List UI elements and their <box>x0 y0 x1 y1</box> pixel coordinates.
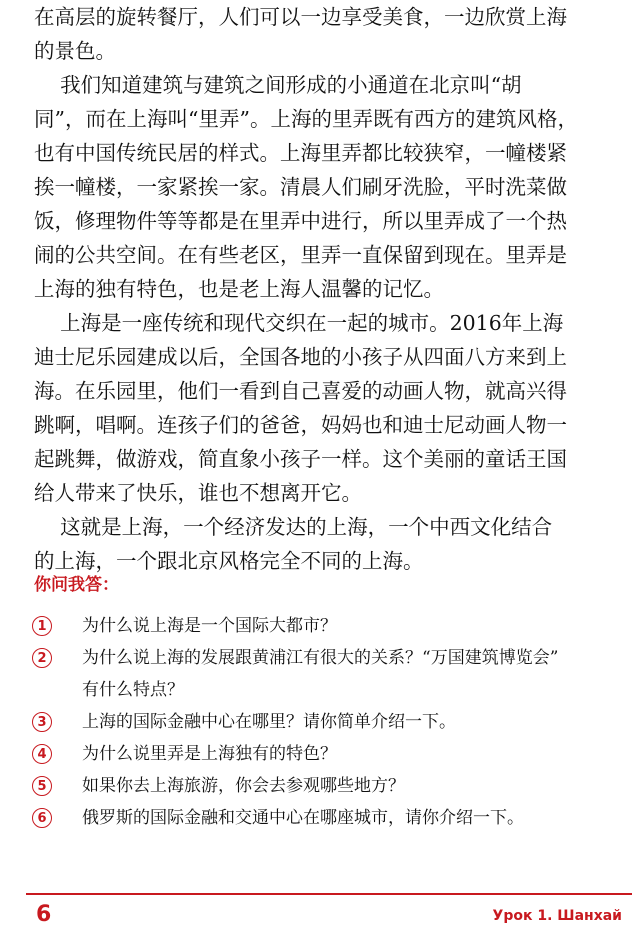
text-line: 起跳舞，做游戏，简直象小孩子一样。这个美丽的童话王国 <box>34 447 567 471</box>
question-item <box>32 802 628 834</box>
footer-divider <box>26 893 632 895</box>
question-number-badge: 5 <box>32 776 52 796</box>
question-number-badge: 3 <box>32 712 52 732</box>
text-line: 在高层的旋转餐厅，人们可以一边享受美食，一边欣赏上海 <box>34 5 567 29</box>
question-number-badge: 4 <box>32 744 52 764</box>
question-text: 如果你去上海旅游，你会去参观哪些地方？ <box>82 776 405 796</box>
text-line: 这就是上海，一个经济发达的上海，一个中西文化结合 <box>34 515 553 539</box>
question-item <box>32 642 628 674</box>
page-number: 6 <box>36 902 52 927</box>
text-line: 的景色。 <box>34 39 116 63</box>
question-text: 为什么说里弄是上海独有的特色？ <box>82 744 337 764</box>
question-text: 有什么特点？ <box>82 680 184 700</box>
question-text: 上海的国际金融中心在哪里？请你简单介绍一下。 <box>82 712 456 732</box>
lesson-title: Урок 1. Шанхай <box>492 908 622 924</box>
question-item-continued <box>32 674 628 706</box>
question-list <box>32 610 628 834</box>
text-line: 的上海，一个跟北京风格完全不同的上海。 <box>34 549 424 573</box>
question-number-badge: 6 <box>32 808 52 828</box>
article-body <box>34 0 624 578</box>
qa-heading: 你问我答： <box>34 575 119 595</box>
question-item <box>32 610 628 642</box>
text-line: 我们知道建筑与建筑之间形成的小通道在北京叫“胡 <box>34 73 522 97</box>
question-item <box>32 738 628 770</box>
text-line: 闹的公共空间。在有些老区，里弄一直保留到现在。里弄是 <box>34 243 567 267</box>
text-line: 给人带来了快乐，谁也不想离开它。 <box>34 481 362 505</box>
text-line: 饭，修理物件等等都是在里弄中进行，所以里弄成了一个热 <box>34 209 567 233</box>
text-line: 同”，而在上海叫“里弄”。上海的里弄既有西方的建筑风格， <box>34 107 578 131</box>
question-item <box>32 770 628 802</box>
question-text: 俄罗斯的国际金融和交通中心在哪座城市，请你介绍一下。 <box>82 808 524 828</box>
text-line: 挨一幢楼，一家紧挨一家。清晨人们刷牙洗脸，平时洗菜做 <box>34 175 567 199</box>
question-text: 为什么说上海是一个国际大都市？ <box>82 616 337 636</box>
question-item <box>32 706 628 738</box>
question-text: 为什么说上海的发展跟黄浦江有很大的关系？“万国建筑博览会” <box>82 648 559 668</box>
question-number-badge: 2 <box>32 648 52 668</box>
text-line: 上海的独有特色，也是老上海人温馨的记忆。 <box>34 277 444 301</box>
text-line: 海。在乐园里，他们一看到自己喜爱的动画人物，就高兴得 <box>34 379 567 403</box>
question-number-badge: 1 <box>32 616 52 636</box>
text-line: 上海是一座传统和现代交织在一起的城市。2016年上海 <box>34 311 564 335</box>
text-line: 跳啊，唱啊。连孩子们的爸爸，妈妈也和迪士尼动画人物一 <box>34 413 567 437</box>
text-line: 也有中国传统民居的样式。上海里弄都比较狭窄，一幢楼紧 <box>34 141 567 165</box>
text-line: 迪士尼乐园建成以后，全国各地的小孩子从四面八方来到上 <box>34 345 567 369</box>
